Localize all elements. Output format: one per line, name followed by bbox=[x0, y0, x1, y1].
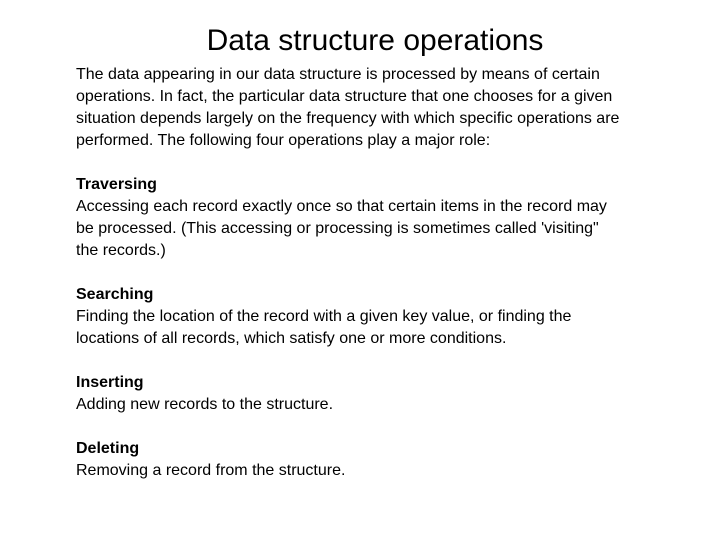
intro-line: The data appearing in our data structure is processed by means of certain bbox=[76, 66, 600, 83]
slide-content bbox=[76, 64, 701, 504]
section-searching bbox=[76, 284, 701, 350]
intro-line: performed. The following four operations play a major role: bbox=[76, 132, 491, 149]
section-traversing bbox=[76, 174, 701, 262]
section-line: the records.) bbox=[76, 242, 166, 259]
intro-line: situation depends largely on the frequency with which specific operations are bbox=[76, 110, 620, 127]
section-line: Adding new records to the structure. bbox=[76, 396, 334, 413]
section-heading: Inserting bbox=[76, 374, 144, 391]
section-heading: Deleting bbox=[76, 440, 140, 457]
section-deleting bbox=[76, 438, 701, 482]
slide-title: Data structure operations bbox=[206, 24, 544, 57]
section-line: Removing a record from the structure. bbox=[76, 462, 346, 479]
intro-line: operations. In fact, the particular data structure that one chooses for a given bbox=[76, 88, 613, 105]
section-heading: Traversing bbox=[76, 176, 157, 193]
section-inserting bbox=[76, 372, 701, 416]
intro-paragraph bbox=[76, 64, 701, 152]
section-line: be processed. (This accessing or processing is sometimes called 'visiting" bbox=[76, 220, 599, 237]
section-heading: Searching bbox=[76, 286, 154, 303]
section-line: Accessing each record exactly once so that certain items in the record may bbox=[76, 198, 607, 215]
section-line: locations of all records, which satisfy one or more conditions. bbox=[76, 330, 507, 347]
section-line: Finding the location of the record with a given key value, or finding the bbox=[76, 308, 572, 325]
